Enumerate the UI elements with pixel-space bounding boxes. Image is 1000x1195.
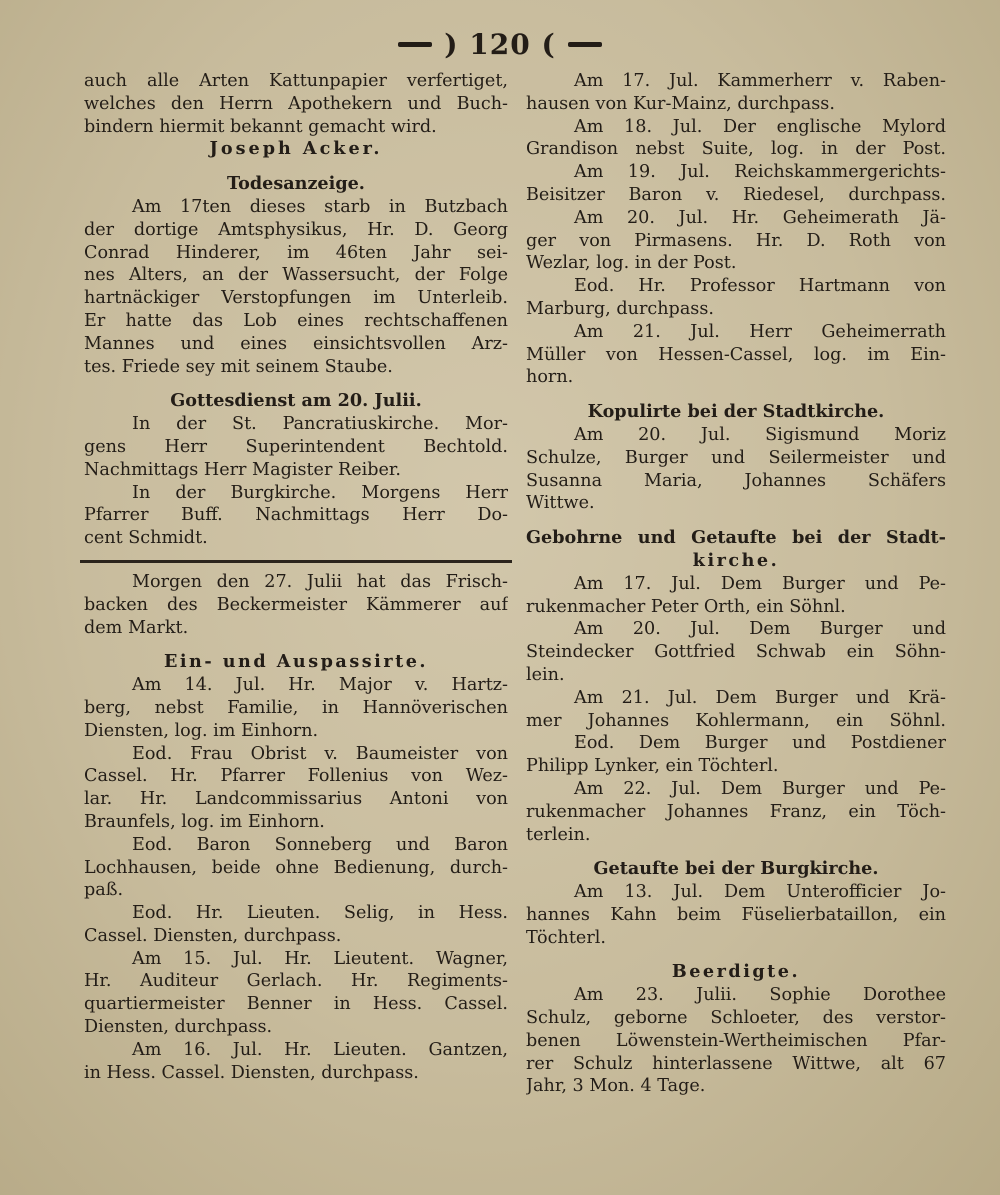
text-line: Marburg, durchpass. [526, 298, 714, 319]
signature: Joseph Acker. [209, 138, 383, 160]
text-line: Am 20. Jul. Sigismund Moriz [574, 424, 946, 445]
section-heading: Beerdigte. [671, 961, 801, 983]
text-line: Schulze, Burger und Seilermeister und [526, 447, 946, 468]
text-line: Am 19. Jul. Reichskammergerichts- [574, 162, 946, 183]
text-line: paß. [84, 880, 124, 901]
text-line: rukenmacher Peter Orth, ein Söhnl. [526, 596, 846, 617]
text-line: Susanna Maria, Johannes Schäfers [526, 470, 946, 491]
text-line: Diensten, durchpass. [84, 1017, 273, 1038]
text-line: hausen von Kur-Mainz, durchpass. [526, 93, 835, 114]
text-line: Am 20. Jul. Dem Burger und [574, 619, 946, 640]
text-line: tes. Friede sey mit seinem Staube. [84, 356, 393, 377]
section-divider [80, 560, 512, 563]
page-header [0, 24, 1000, 64]
text-line: Braunfels, log. im Einhorn. [84, 811, 325, 832]
births-castle-section [526, 858, 946, 949]
text-line: Philipp Lynker, ein Töchterl. [526, 756, 779, 777]
section-heading: Todesanzeige. [227, 173, 365, 195]
text-line: In der Burgkirche. Morgens Herr [132, 482, 508, 503]
text-line: lar. Hr. Landcommissarius Antoni von [84, 789, 508, 810]
intro-paragraph [84, 70, 508, 138]
text-line: quartiermeister Benner in Hess. Cassel. [84, 994, 508, 1015]
text-line: terlein. [526, 824, 591, 845]
text-line: Am 22. Jul. Dem Burger und Pe- [574, 778, 946, 799]
text-line: bindern hiermit bekannt gemacht wird. [84, 116, 437, 137]
text-line: Eod. Hr. Professor Hartmann von [574, 276, 946, 297]
text-line: dem Markt. [84, 617, 189, 638]
death-notice [84, 173, 508, 378]
text-line: berg, nebst Familie, in Hannöverischen [84, 697, 508, 718]
text-line: Am 20. Jul. Hr. Geheimerath Jä- [574, 207, 946, 228]
text-line: Am 14. Jul. Hr. Major v. Hartz- [132, 675, 508, 696]
text-line: Am 23. Julii. Sophie Dorothee [574, 985, 946, 1006]
text-line: Am 21. Jul. Herr Geheimerrath [574, 321, 946, 342]
text-line: Eod. Hr. Lieuten. Selig, in Hess. [132, 903, 508, 924]
text-line: Jahr, 3 Mon. 4 Tage. [526, 1076, 706, 1097]
travellers-list [84, 651, 508, 1084]
text-line: lein. [526, 664, 565, 685]
text-line: Diensten, log. im Einhorn. [84, 720, 319, 741]
text-line: Am 13. Jul. Dem Unterofficier Jo- [574, 882, 946, 903]
text-line: Wittwe. [526, 493, 595, 514]
page-number: ) 120 ( [444, 27, 556, 61]
text-line: Am 15. Jul. Hr. Lieutent. Wagner, [132, 948, 508, 969]
text-line: Lochhausen, beide ohne Bedienung, durch- [84, 857, 508, 878]
text-line: Conrad Hinderer, im 46ten Jahr sei- [84, 242, 508, 263]
text-line: ger von Pirmasens. Hr. D. Roth von [526, 230, 946, 251]
text-line: rer Schulz hinterlassene Wittwe, alt 67 [526, 1053, 946, 1074]
section-heading: Getaufte bei der Burgkirche. [593, 858, 879, 880]
text-line: Am 21. Jul. Dem Burger und Krä- [574, 687, 946, 708]
text-line: Cassel. Diensten, durchpass. [84, 925, 342, 946]
text-line: in Hess. Cassel. Diensten, durchpass. [84, 1062, 419, 1083]
text-line: Er hatte das Lob eines rechtschaffenen [84, 310, 508, 331]
text-line: nes Alters, an der Wassersucht, der Folge [84, 265, 508, 286]
text-line: Am 17ten dieses starb in Butzbach [132, 196, 508, 217]
bakery-notice [84, 571, 508, 639]
text-line: Mannes und eines einsichtsvollen Arz- [84, 333, 508, 354]
text-line: backen des Beckermeister Kämmerer auf [84, 594, 508, 615]
text-line: Beisitzer Baron v. Riedesel, durchpass. [526, 184, 946, 205]
travellers-continued [526, 70, 946, 389]
text-line: welches den Herrn Apothekern und Buch- [84, 93, 508, 114]
text-line: Eod. Frau Obrist v. Baumeister von [132, 743, 508, 764]
section-heading: Gottesdienst am 20. Julii. [170, 390, 422, 412]
left-column [84, 70, 508, 1084]
text-line: Hr. Auditeur Gerlach. Hr. Regiments- [84, 971, 508, 992]
section-heading-cont: kirche. [692, 549, 780, 571]
text-line: Steindecker Gottfried Schwab ein Söhn- [526, 642, 946, 663]
text-line: gens Herr Superintendent Bechtold. [84, 436, 508, 457]
section-heading: Kopulirte bei der Stadtkirche. [587, 401, 885, 423]
text-line: Eod. Dem Burger und Postdiener [574, 733, 946, 754]
section-heading: Gebohrne und Getaufte bei der Stadt- [526, 527, 946, 549]
births-city-section [526, 527, 946, 846]
text-line: In der St. Pancratiuskirche. Mor- [132, 414, 508, 435]
text-line: Schulz, geborne Schloeter, des verstor- [526, 1008, 946, 1029]
marriages-section [526, 401, 946, 515]
text-line: Am 16. Jul. Hr. Lieuten. Gantzen, [132, 1039, 508, 1060]
text-line: Pfarrer Buff. Nachmittags Herr Do- [84, 505, 508, 526]
text-line: der dortige Amtsphysikus, Hr. D. Georg [84, 219, 508, 240]
burials-section [526, 961, 946, 1098]
text-line: rukenmacher Johannes Franz, ein Töch- [526, 801, 946, 822]
text-line: hannes Kahn beim Füselierbataillon, ein [526, 904, 946, 925]
text-line: Müller von Hessen-Cassel, log. im Ein- [526, 344, 946, 365]
text-line: Eod. Baron Sonneberg und Baron [132, 834, 508, 855]
text-line: Morgen den 27. Julii hat das Frisch- [132, 571, 508, 592]
text-line: Am 18. Jul. Der englische Mylord [574, 116, 946, 137]
text-line: Am 17. Jul. Kammerherr v. Raben- [574, 71, 946, 91]
text-line: Töchterl. [526, 927, 606, 948]
text-line: auch alle Arten Kattunpapier verfertiget, [84, 71, 508, 91]
header-dash-right [568, 42, 602, 47]
church-service [84, 390, 508, 550]
text-line: hartnäckiger Verstopfungen im Unterleib. [84, 288, 508, 309]
text-line: Wezlar, log. in der Post. [526, 253, 737, 274]
text-line: Cassel. Hr. Pfarrer Follenius von Wez- [84, 766, 508, 787]
text-line: Am 17. Jul. Dem Burger und Pe- [574, 573, 946, 594]
right-column [526, 70, 946, 1098]
text-line: Grandison nebst Suite, log. in der Post. [526, 139, 946, 160]
text-line: horn. [526, 367, 574, 388]
text-line: cent Schmidt. [84, 528, 208, 549]
text-line: mer Johannes Kohlermann, ein Söhnl. [526, 710, 946, 731]
text-line: Nachmittags Herr Magister Reiber. [84, 459, 401, 480]
header-dash-left [398, 42, 432, 47]
section-heading: Ein- und Auspassirte. [163, 651, 429, 673]
text-line: benen Löwenstein-Wertheimischen Pfar- [526, 1030, 946, 1051]
